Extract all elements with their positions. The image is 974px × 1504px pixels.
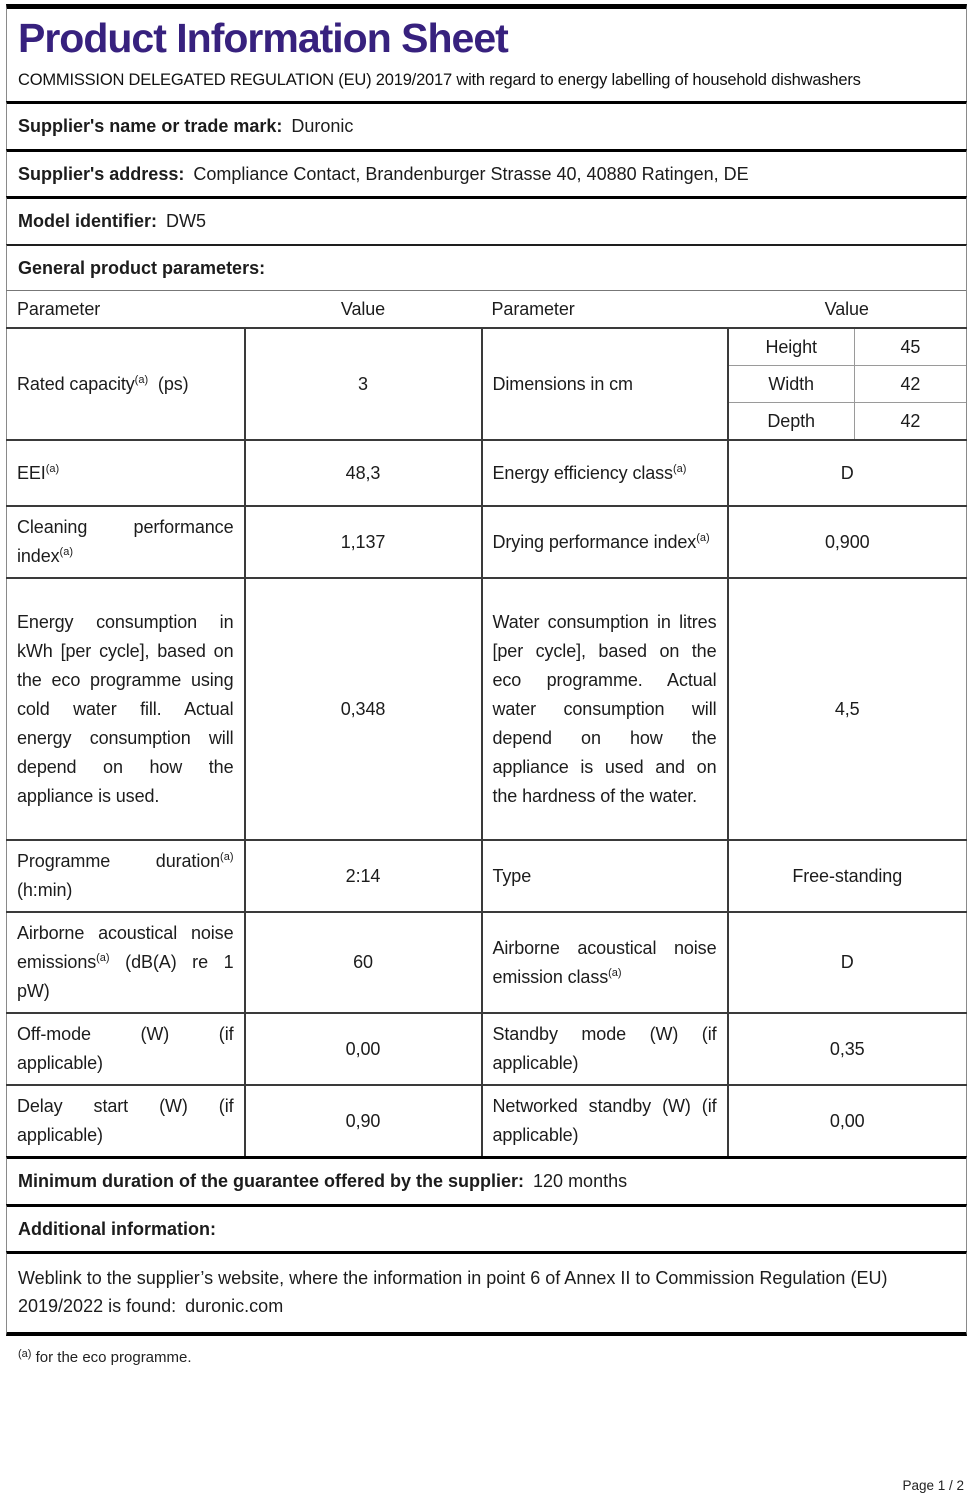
- standby-label: Standby mode (W) (if applicable): [482, 1013, 728, 1085]
- header-value-left: Value: [245, 291, 482, 329]
- cleaning-index-label: Cleaning performance index$^{(a)}$: [7, 506, 245, 578]
- drying-index-label: Drying performance index$^{(a)}$: [482, 506, 728, 578]
- dimension-label: Height: [729, 329, 855, 366]
- product-information-sheet: [6, 4, 967, 1366]
- general-parameters-heading: General product parameters:: [18, 257, 266, 278]
- supplier-address-value: Compliance Contact, Brandenburger Strasse 40, 40880 Ratingen, DE: [193, 163, 749, 184]
- general-parameters-heading-row: [6, 244, 967, 291]
- noise-class-label: Airborne acoustical noise emission class$^{(a)}$: [482, 912, 728, 1013]
- parameters-table: [6, 290, 967, 1156]
- networked-standby-label: Networked standby (W) (if applicable): [482, 1085, 728, 1156]
- model-identifier-row: [6, 196, 967, 244]
- dimensions-table: [729, 329, 967, 439]
- rated-capacity-label: Rated capacity$^{(a)}$ (ps): [7, 328, 245, 440]
- footnote-marker: (a): [45, 462, 60, 475]
- model-identifier-value: DW5: [166, 211, 206, 232]
- guarantee-value: 120 months: [533, 1171, 628, 1192]
- weblink-value: duronic.com: [185, 1296, 284, 1317]
- type-value: Free-standing: [728, 840, 967, 912]
- model-identifier-label: Model identifier:: [18, 211, 157, 232]
- weblink-row: [6, 1251, 967, 1336]
- programme-duration-label: Programme duration$^{(a)}$ (h:min): [7, 840, 245, 912]
- delay-start-value: 0,90: [245, 1085, 482, 1156]
- delay-start-label: Delay start (W) (if applicable): [7, 1085, 245, 1156]
- footnote-marker: (a): [696, 531, 710, 544]
- water-consumption-label: Water consumption in litres [per cycle], based on the eco programme. Actual water consumption will depend on how the appliance is used and on the hardness of the water.: [482, 578, 728, 840]
- additional-information-heading: Additional information:: [18, 1218, 216, 1239]
- offmode-value: 0,00: [245, 1013, 482, 1085]
- noise-emissions-value: 60: [245, 912, 482, 1013]
- eco-programme-footnote: [18, 1349, 967, 1366]
- title-block: [6, 4, 967, 101]
- type-label: Type: [482, 840, 728, 912]
- row-eei: [7, 440, 967, 506]
- row-offmode-standby: [7, 1013, 967, 1085]
- footnote-text: for the eco programme.: [35, 1348, 192, 1366]
- guarantee-row: [6, 1156, 967, 1204]
- row-noise: [7, 912, 967, 1013]
- footnote-marker: (a): [672, 462, 687, 475]
- regulation-subtitle: COMMISSION DELEGATED REGULATION (EU) 2019/2017 with regard to energy labelling of household dishwashers: [18, 71, 861, 90]
- dimensions-value-cell: [728, 328, 967, 440]
- header-parameter-right: Parameter: [482, 291, 728, 329]
- energy-class-value: D: [728, 440, 967, 506]
- row-energy-water-consumption: [7, 578, 967, 840]
- dimension-label: Depth: [729, 403, 855, 440]
- footnote-marker: (a): [608, 966, 622, 979]
- header-parameter-left: Parameter: [7, 291, 245, 329]
- eei-value: 48,3: [245, 440, 482, 506]
- row-delay-networked: [7, 1085, 967, 1156]
- rated-capacity-value: 3: [245, 328, 482, 440]
- row-rated-capacity: [7, 328, 967, 440]
- page-number: Page 1 / 2: [902, 1478, 964, 1493]
- supplier-address-label: Supplier's address:: [18, 163, 185, 184]
- footnote-marker: (a): [18, 1347, 32, 1360]
- water-consumption-value: 4,5: [728, 578, 967, 840]
- weblink-label: Weblink to the supplier’s website, where the information in point 6 of Annex II to Commission Regulation (EU) 2019/2022 is found:: [18, 1268, 888, 1317]
- standby-value: 0,35: [728, 1013, 967, 1085]
- drying-index-value: 0,900: [728, 506, 967, 578]
- page-title: Product Information Sheet: [18, 15, 508, 61]
- dimension-row: [729, 366, 967, 403]
- dimension-value: 45: [854, 329, 966, 366]
- dimension-row: [729, 403, 967, 440]
- supplier-name-row: [6, 101, 967, 149]
- energy-class-label: Energy efficiency class$^{(a)}$: [482, 440, 728, 506]
- guarantee-label: Minimum duration of the guarantee offered by the supplier:: [18, 1171, 525, 1192]
- dimension-label: Width: [729, 366, 855, 403]
- supplier-address-row: [6, 149, 967, 197]
- noise-class-value: D: [728, 912, 967, 1013]
- noise-emissions-label: Airborne acoustical noise emissions$^{(a)}$ (dB(A) re 1 pW): [7, 912, 245, 1013]
- supplier-name-label: Supplier's name or trade mark:: [18, 116, 283, 137]
- footnote-marker: (a): [220, 851, 234, 864]
- energy-consumption-value: 0,348: [245, 578, 482, 840]
- footnote-marker: (a): [134, 373, 149, 386]
- networked-standby-value: 0,00: [728, 1085, 967, 1156]
- dimension-value: 42: [854, 366, 966, 403]
- table-header-row: [7, 291, 967, 329]
- eei-label: EEI$^{(a)}$: [7, 440, 245, 506]
- dimensions-label: Dimensions in cm: [482, 328, 728, 440]
- energy-consumption-label: Energy consumption in kWh [per cycle], based on the eco programme using cold water fill. Actual energy consumption will depend on how the appliance is used.: [7, 578, 245, 840]
- footnote-marker: (a): [96, 952, 110, 965]
- footnote-marker: (a): [59, 546, 73, 559]
- supplier-name-value: Duronic: [291, 116, 354, 137]
- row-programme-duration: [7, 840, 967, 912]
- programme-duration-value: 2:14: [245, 840, 482, 912]
- additional-information-row: [6, 1204, 967, 1252]
- dimension-row: [729, 329, 967, 366]
- dimension-value: 42: [854, 403, 966, 440]
- row-cleaning-index: [7, 506, 967, 578]
- offmode-label: Off-mode (W) (if applicable): [7, 1013, 245, 1085]
- header-value-right: Value: [728, 291, 967, 329]
- cleaning-index-value: 1,137: [245, 506, 482, 578]
